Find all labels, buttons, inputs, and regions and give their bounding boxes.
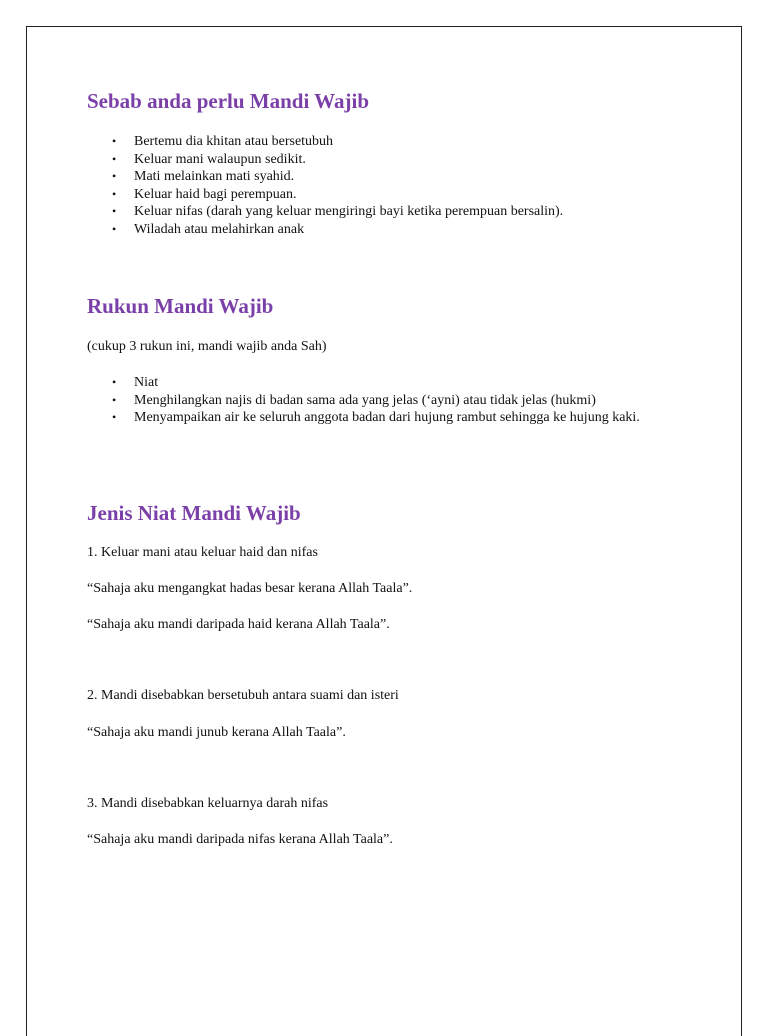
bullet-icon: • (112, 186, 117, 201)
list-item: • Niat (112, 375, 159, 390)
niat-paragraph: “Sahaja aku mandi daripada nifas kerana Allah Taala”. (87, 832, 393, 847)
heading-sebab: Sebab anda perlu Mandi Wajib (87, 89, 370, 113)
bullet-icon: • (112, 204, 117, 219)
niat-paragraph: “Sahaja aku mandi daripada haid kerana Allah Taala”. (87, 617, 390, 632)
niat-paragraph: “Sahaja aku mandi junub kerana Allah Taala”. (87, 725, 346, 740)
list-item: • Menghilangkan najis di badan sama ada yang jelas (‘ayni) atau tidak jelas (hukmi) (112, 392, 596, 408)
list-item: • Keluar nifas (darah yang keluar mengiringi bayi ketika perempuan bersalin). (112, 204, 564, 220)
list-item: • Menyampaikan air ke seluruh anggota badan dari hujung rambut sehingga ke hujung kaki. (112, 410, 640, 426)
list-rukun (87, 374, 647, 427)
niat-paragraph: “Sahaja aku mengangkat hadas besar kerana Allah Taala”. (87, 581, 413, 596)
heading-jenis-niat: Jenis Niat Mandi Wajib (87, 501, 301, 525)
list-item: • Mati melainkan mati syahid. (112, 169, 295, 185)
rukun-note: (cukup 3 rukun ini, mandi wajib anda Sah) (87, 339, 327, 354)
bullet-icon: • (112, 392, 117, 407)
list-item: • Keluar mani walaupun sedikit. (112, 151, 306, 167)
list-item: • Wiladah atau melahirkan anak (112, 221, 305, 237)
bullet-icon: • (112, 375, 117, 389)
bullet-icon: • (112, 221, 117, 236)
heading-rukun: Rukun Mandi Wajib (87, 294, 274, 318)
niat-paragraph: 3. Mandi disebabkan keluarnya darah nifas (87, 796, 329, 811)
niat-paragraph: 2. Mandi disebabkan bersetubuh antara suami dan isteri (87, 688, 399, 703)
bullet-icon: • (112, 151, 117, 166)
niat-paragraph: 1. Keluar mani atau keluar haid dan nifas (87, 545, 318, 560)
bullet-icon: • (112, 134, 117, 148)
list-sebab (87, 133, 707, 239)
bullet-icon: • (112, 169, 117, 184)
list-item: • Keluar haid bagi perempuan. (112, 186, 297, 202)
bullet-icon: • (112, 410, 117, 425)
list-item: • Bertemu dia khitan atau bersetubuh (112, 134, 334, 149)
document-page (26, 26, 742, 1036)
